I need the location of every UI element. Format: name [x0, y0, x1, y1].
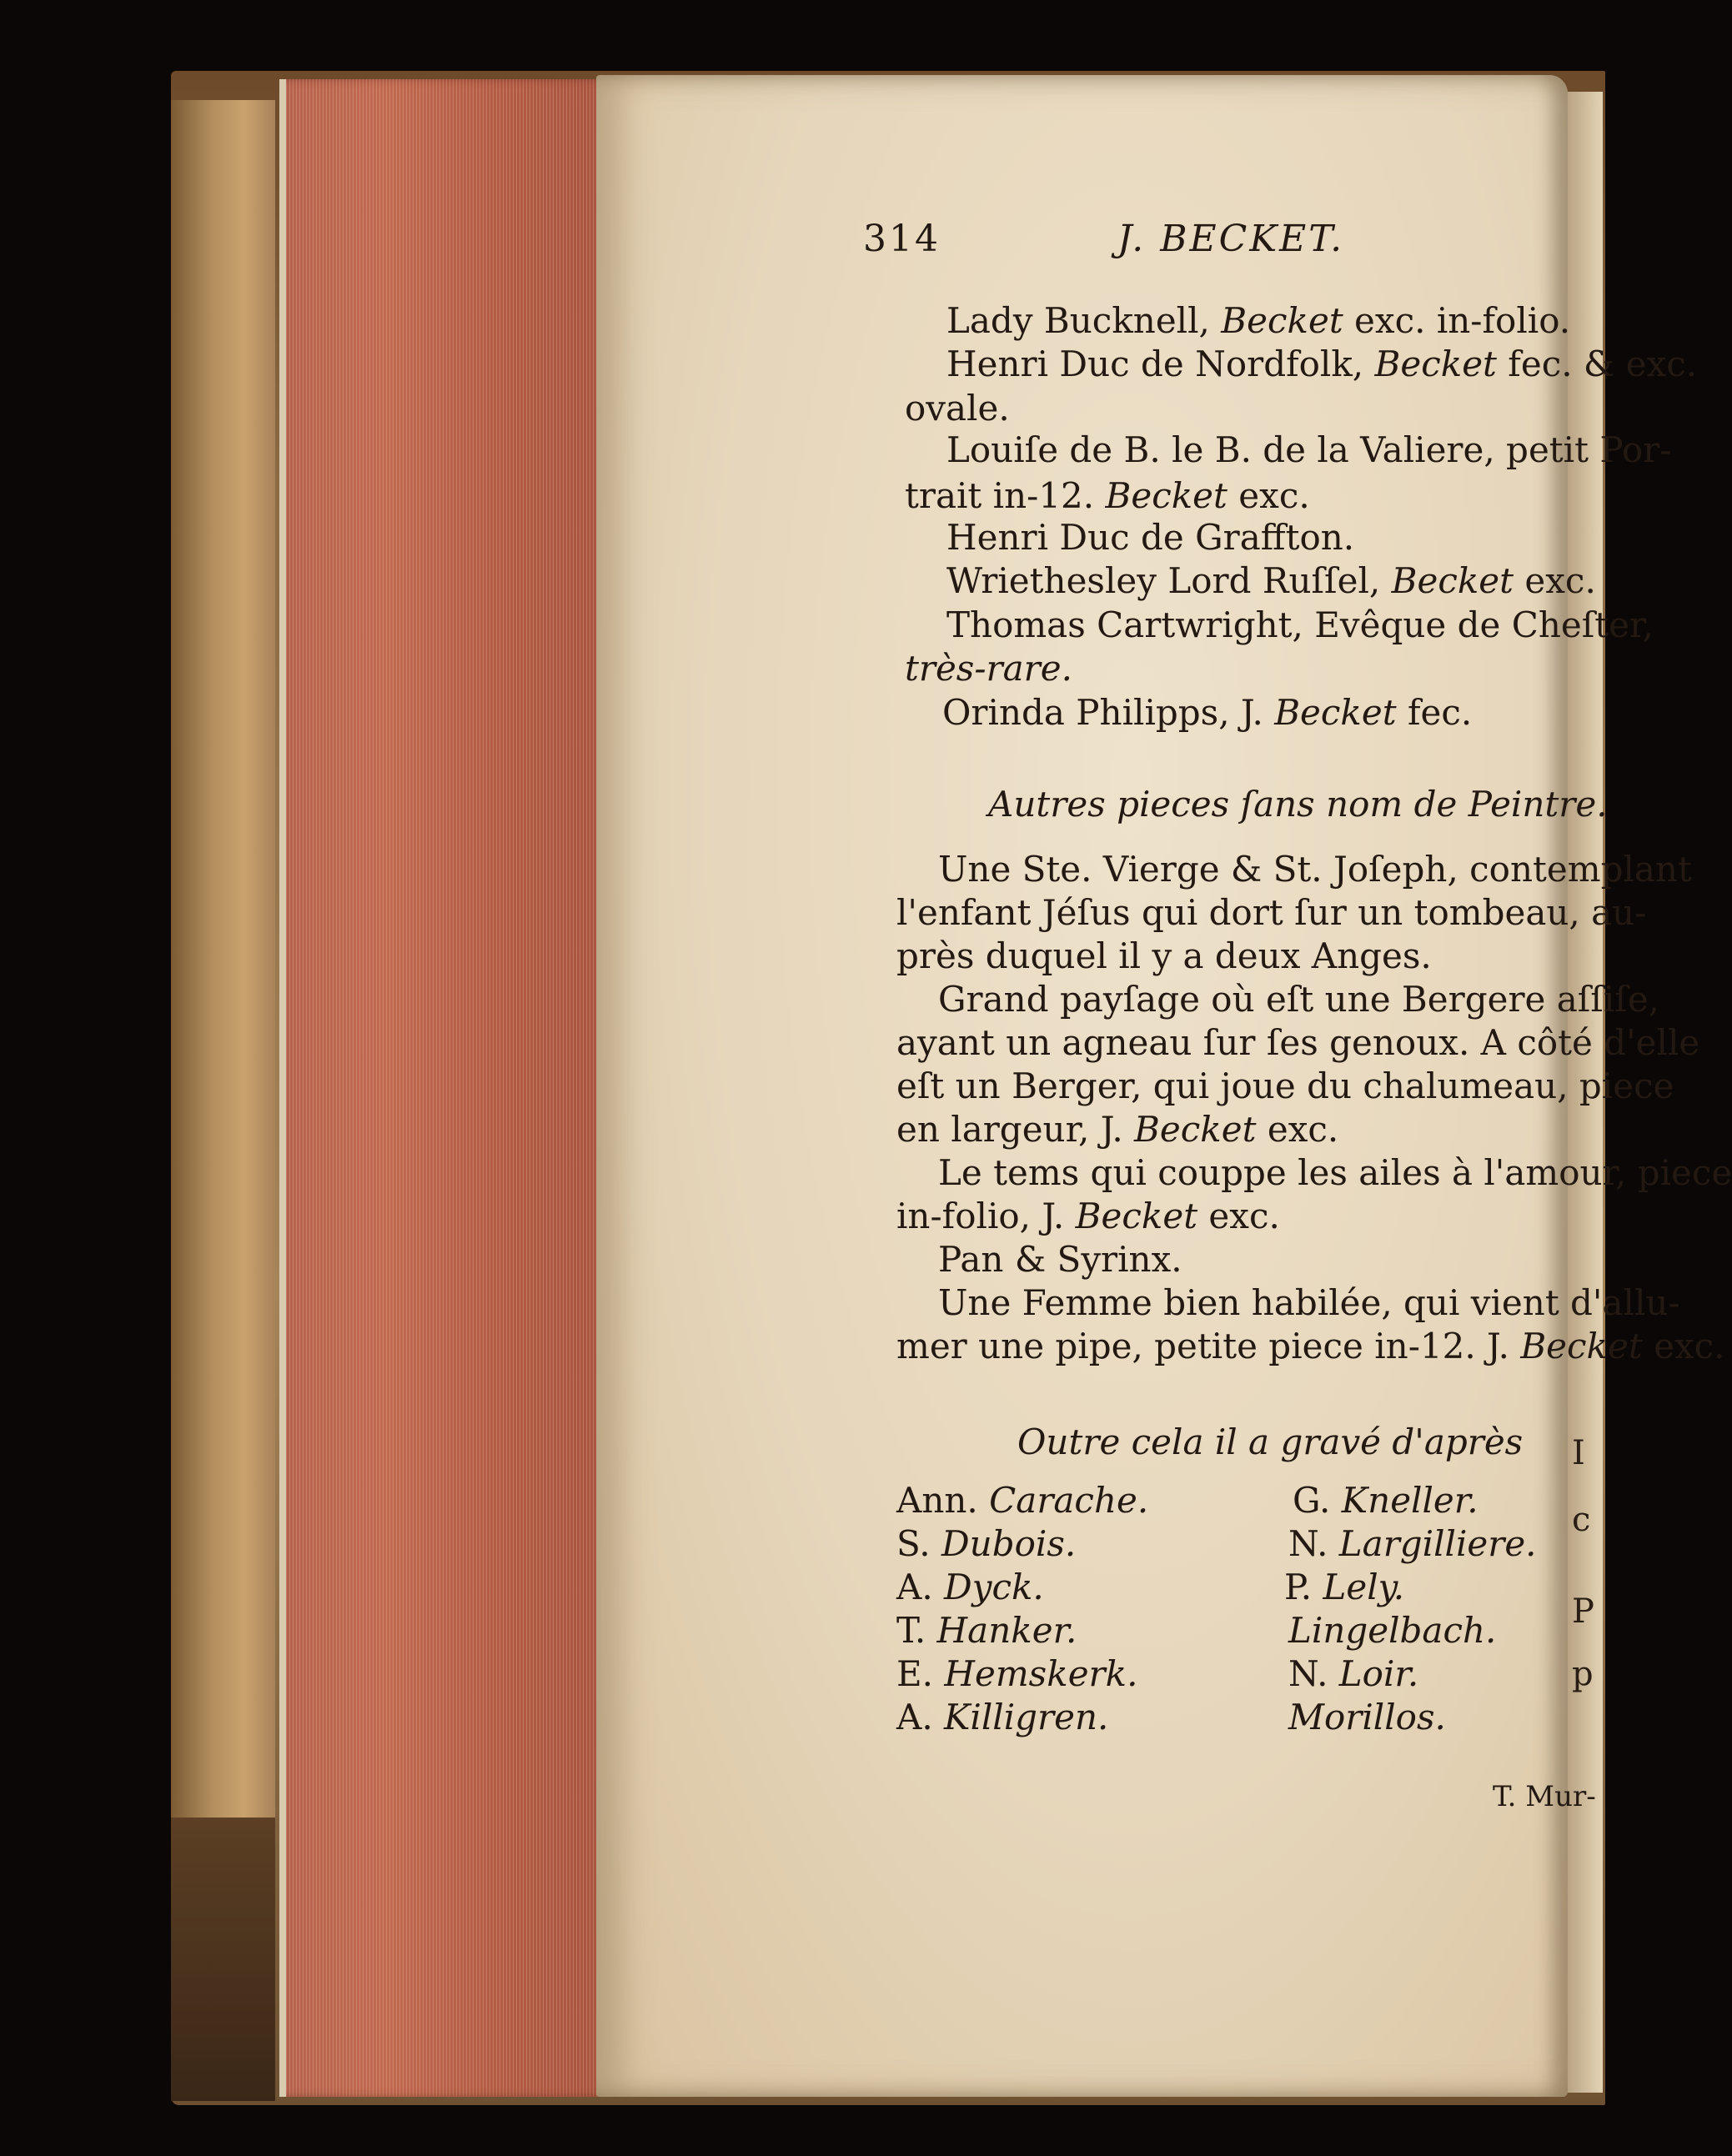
painter-left-segment: E. — [896, 1653, 945, 1694]
entry-line — [946, 517, 1354, 559]
entry-line-segment: Becket — [1105, 475, 1227, 516]
entry-line — [905, 648, 1072, 689]
entry-line-segment: exc. — [1227, 475, 1310, 516]
piece-line — [896, 1196, 1280, 1237]
engraved-after-title: Outre cela il a gravé d'après — [1017, 1421, 1524, 1462]
painter-right — [1288, 1653, 1418, 1695]
piece-line-segment: Une Ste. Vierge & St. Joſeph, contemplant — [938, 849, 1692, 890]
piece-line-segment: en largeur, J. — [896, 1109, 1135, 1150]
piece-line-segment: ayant un agneau ſur ſes genoux. A côté d'elle — [896, 1022, 1700, 1063]
piece-line-segment: Le tems qui couppe les ailes à l'amour, piece — [938, 1152, 1732, 1193]
painter-left-segment: Hemskerk. — [944, 1653, 1138, 1694]
painter-right-segment: Lely. — [1323, 1567, 1405, 1607]
piece-line-segment: in-folio, J. — [896, 1196, 1076, 1236]
painter-left-segment: Ann. — [896, 1480, 990, 1521]
piece-line — [938, 979, 1659, 1020]
painter-left-segment: Dubois. — [941, 1523, 1077, 1564]
painter-left-segment: Killigren. — [944, 1697, 1109, 1737]
entry-line-segment: Becket — [1374, 343, 1497, 384]
entry-line-segment: Wriethesley Lord Ruſſel, — [946, 560, 1392, 601]
piece-line — [938, 849, 1692, 890]
painter-right-segment: N. — [1288, 1523, 1339, 1564]
painter-right — [1288, 1523, 1537, 1565]
piece-line — [896, 892, 1646, 934]
entry-line-segment: Henri Duc de Nordfolk, — [946, 343, 1375, 384]
piece-line — [896, 935, 1432, 977]
entry-line — [905, 388, 1010, 429]
painter-left-segment: Carache. — [989, 1480, 1149, 1521]
piece-line-segment: eſt un Berger, qui joue du chalumeau, piece — [896, 1065, 1674, 1106]
painter-left-segment: Hanker. — [936, 1610, 1077, 1651]
entry-line — [942, 692, 1472, 734]
piece-line — [896, 1109, 1338, 1151]
entry-line-segment: fec. — [1396, 692, 1473, 733]
painter-right — [1284, 1567, 1404, 1608]
piece-line-segment: Grand payſage où eſt une Bergere aſſiſe, — [938, 979, 1660, 1020]
painter-left — [896, 1523, 1076, 1565]
section-title: Autres pieces ſans nom de Peintre. — [988, 784, 1608, 825]
painter-left-segment: S. — [896, 1523, 941, 1564]
painter-left-segment: A. — [896, 1697, 945, 1737]
painter-left-segment: Dyck. — [944, 1567, 1044, 1607]
piece-line — [938, 1282, 1680, 1324]
painter-left — [896, 1610, 1077, 1652]
entry-line-segment: très-rare. — [905, 648, 1072, 689]
entry-line-segment: Orinda Philipps, J. — [942, 692, 1275, 733]
entry-line — [946, 300, 1570, 342]
entry-line-segment: exc. in-folio. — [1343, 300, 1571, 341]
piece-line — [896, 1065, 1674, 1107]
painter-right-segment: Lingelbach. — [1288, 1610, 1497, 1651]
page-number: 314 — [863, 218, 941, 260]
painter-right-segment: Loir. — [1338, 1653, 1419, 1694]
entry-line-segment: Becket — [1274, 692, 1397, 733]
entry-line-segment: ovale. — [905, 388, 1010, 429]
piece-line — [896, 1326, 1725, 1367]
entry-line-segment: Thomas Cartwright, Evêque de Cheſter, — [946, 604, 1654, 645]
entry-line-segment: exc. — [1514, 560, 1596, 601]
red-page-edges — [279, 79, 615, 2097]
piece-line-segment: Becket — [1520, 1326, 1643, 1366]
painter-left — [896, 1567, 1044, 1608]
painter-left — [896, 1653, 1137, 1695]
painter-right-segment: P. — [1284, 1567, 1323, 1607]
piece-line-segment: Une Femme bien habilée, qui vient d'allu- — [938, 1282, 1680, 1323]
piece-line-segment: Becket — [1134, 1109, 1257, 1150]
entry-line-segment: Henri Duc de Graffton. — [946, 517, 1355, 558]
painter-left — [896, 1480, 1148, 1522]
next-page-fragment: c — [1572, 1501, 1591, 1539]
running-title: J. BECKET. — [1117, 218, 1345, 260]
painter-right-segment: N. — [1288, 1653, 1339, 1694]
painter-right — [1288, 1697, 1446, 1738]
piece-line-segment: l'enfant Jéſus qui dort ſur un tombeau, au- — [896, 892, 1647, 933]
piece-line-segment: mer une pipe, petite piece in-12. J. — [896, 1326, 1521, 1366]
entry-line — [946, 560, 1596, 602]
painter-right-segment: Kneller. — [1341, 1480, 1478, 1521]
next-page-fragment: P — [1572, 1592, 1594, 1631]
painter-left — [896, 1697, 1108, 1738]
painter-right-segment: G. — [1293, 1480, 1342, 1521]
painter-right-segment: Largilliere. — [1338, 1523, 1537, 1564]
painter-right — [1293, 1480, 1478, 1522]
piece-line-segment: Pan & Syrinx. — [938, 1239, 1182, 1280]
piece-line-segment: près duquel il y a deux Anges. — [896, 935, 1432, 976]
entry-line-segment: Louiſe de B. le B. de la Valiere, petit Por- — [946, 429, 1672, 470]
painter-right-segment: Morillos. — [1288, 1697, 1446, 1737]
painter-left-segment: T. — [896, 1610, 937, 1651]
piece-line — [896, 1022, 1699, 1064]
next-page-fragment: p — [1572, 1655, 1594, 1693]
entry-line-segment: Becket — [1391, 560, 1514, 601]
cover-corner — [171, 1818, 275, 2101]
entry-line — [946, 429, 1671, 471]
piece-line-segment: exc. — [1197, 1196, 1280, 1236]
catchword: T. Mur- — [1493, 1780, 1596, 1813]
painter-right — [1288, 1610, 1496, 1652]
cover-spine-edge — [171, 100, 275, 1818]
piece-line — [938, 1152, 1732, 1194]
piece-line-segment: Becket — [1075, 1196, 1198, 1236]
piece-line — [938, 1239, 1182, 1281]
entry-line — [946, 343, 1697, 385]
entry-line-segment: Becket — [1221, 300, 1343, 341]
piece-line-segment: exc. — [1642, 1326, 1725, 1366]
painter-left-segment: A. — [896, 1567, 945, 1607]
entry-line — [905, 475, 1310, 517]
next-page-fragment: I — [1572, 1434, 1585, 1472]
entry-line — [946, 604, 1654, 646]
entry-line-segment: fec. & exc. — [1496, 343, 1698, 384]
entry-line-segment: Lady Bucknell, — [946, 300, 1222, 341]
piece-line-segment: exc. — [1256, 1109, 1339, 1150]
entry-line-segment: trait in-12. — [905, 475, 1106, 516]
